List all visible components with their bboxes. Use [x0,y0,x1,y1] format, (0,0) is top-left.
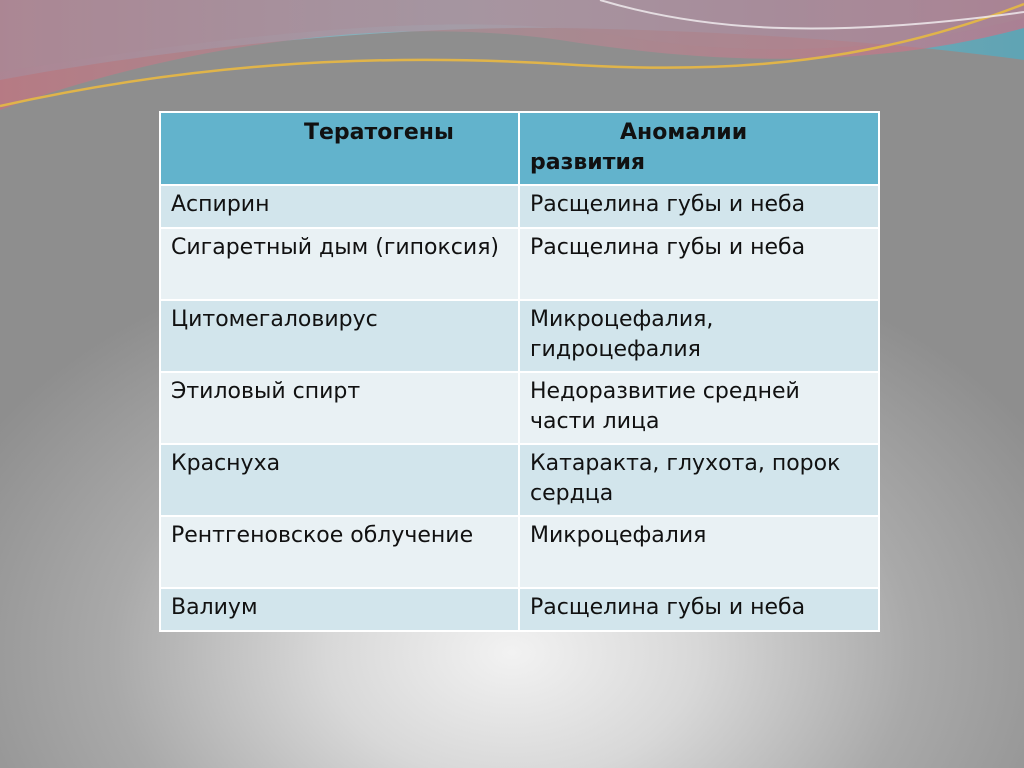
table-row [160,444,879,516]
header-teratogens: Тератогены [160,112,519,185]
table-row [160,372,879,444]
teratogen-cell: Цитомегаловирус [160,300,519,372]
anomaly-cell: Расщелина губы и неба [519,185,879,228]
teratogen-cell: Сигаретный дым (гипоксия) [160,228,519,300]
teratogen-cell: Аспирин [160,185,519,228]
anomaly-cell: Катаракта, глухота, порок сердца [519,444,879,516]
table-row [160,228,879,300]
teratogen-cell: Этиловый спирт [160,372,519,444]
table-row [160,516,879,588]
anomaly-cell: Микроцефалия [519,516,879,588]
anomaly-cell: Микроцефалия, гидроцефалия [519,300,879,372]
table-row [160,588,879,631]
table-row [160,185,879,228]
table-row [160,300,879,372]
anomaly-cell: Расщелина губы и неба [519,228,879,300]
anomaly-cell: Недоразвитие средней части лица [519,372,879,444]
teratogen-cell: Краснуха [160,444,519,516]
header-anomalies: Аномалии развития [519,112,879,185]
table-header-row [160,112,879,185]
teratogen-cell: Валиум [160,588,519,631]
anomaly-cell: Расщелина губы и неба [519,588,879,631]
teratogen-cell: Рентгеновское облучение [160,516,519,588]
teratogens-table [159,111,880,632]
